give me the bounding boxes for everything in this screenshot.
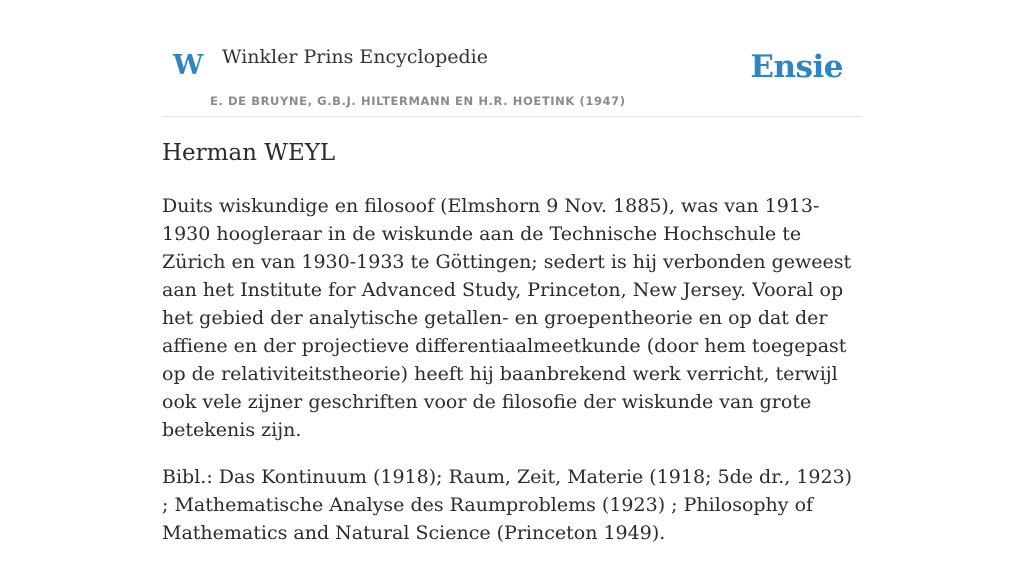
source-title[interactable]: Winkler Prins Encyclopedie [222,46,488,68]
page-container [162,0,862,544]
source-authors: E. DE BRUYNE, G.B.J. HILTERMANN EN H.R. HOETINK (1947) [210,94,626,108]
article-paragraph-bibliography: Bibl.: Das Kontinuum (1918); Raum, Zeit, Materie (1918; 5de dr., 1923) ; Mathematische Analyse des Raumproblems (1923) ; Philosophy of Mathematics and Natural Science (Princeton 1949). [162,466,853,544]
article-paragraph-description: Duits wiskundige en filosoof (Elmshorn 9 Nov. 1885), was van 1913-1930 hoogleraar in de wiskunde aan de Technische Hochschule te Zürich en van 1930-1933 te Göttingen; sedert is hij verbonden geweest aan het Institute for Advanced Study, Princeton, New Jersey. Vooral op het gebied der analytische getallen- en groepentheorie en op dat der affiene en der projectieve differentiaalmeetkunde (door hem toegepast op de relativiteitstheorie) heeft hij baanbrekend werk verricht, terwijl ook vele zijner geschriften voor de filosofie der wiskunde van grote betekenis zijn. [162,195,852,441]
page-title: Herman WEYL [162,140,336,166]
article-body [162,192,864,566]
ensie-logo[interactable]: Ensie [750,49,843,85]
winkler-prins-logo[interactable]: W [173,50,204,81]
source-header [162,0,862,117]
